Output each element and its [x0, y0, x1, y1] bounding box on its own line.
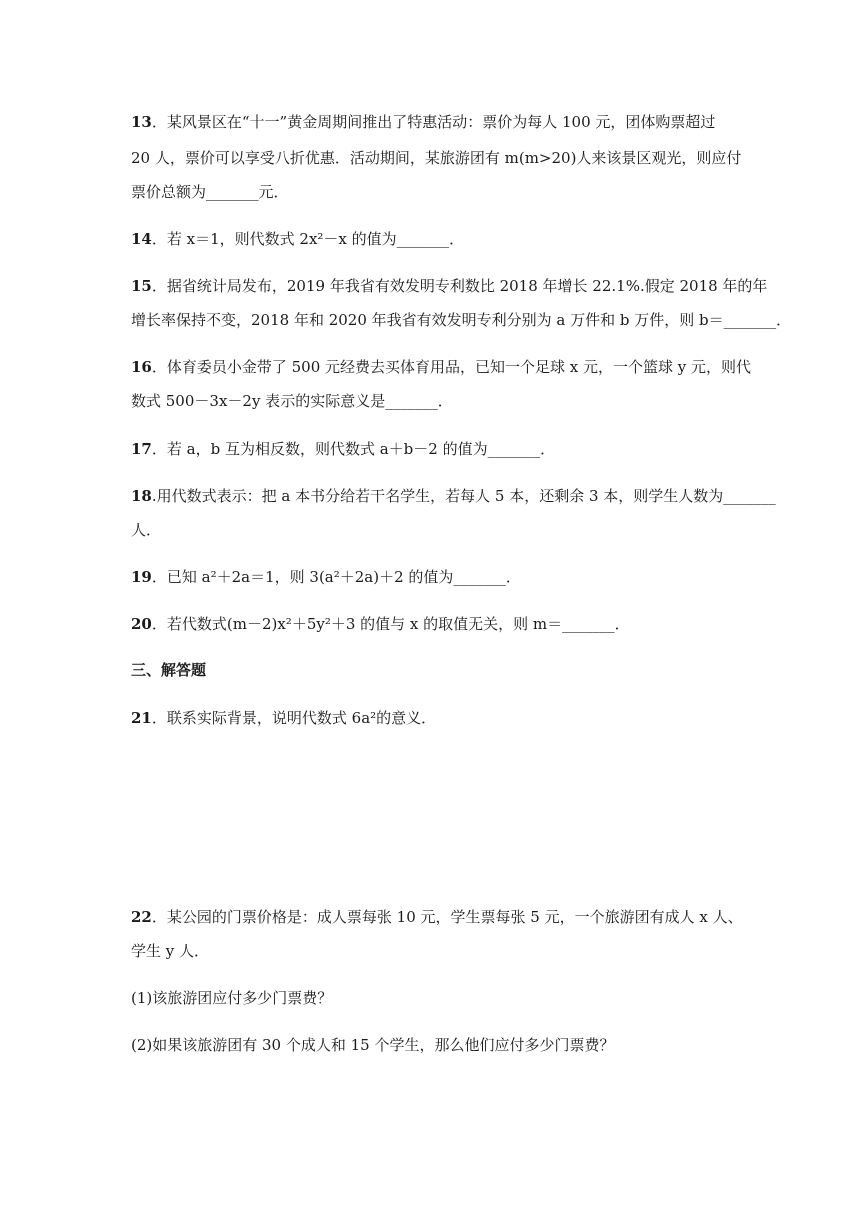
question-text: .用代数式表示：把 a 本书分给若干名学生，若每人 5 本，还剩余 3 本，则学生人数为_______: [151, 487, 776, 505]
question-21: [131, 708, 731, 728]
question-20: [131, 614, 731, 634]
question-15-line-2: 增长率保持不变，2018 年和 2020 年我省有效发明专利分别为 a 万件和 b 万件，则 b＝_______．: [131, 311, 792, 329]
question-number: 20: [131, 615, 152, 633]
question-14: [131, 229, 731, 249]
question-number: 18: [131, 487, 152, 505]
question-19: [131, 567, 731, 587]
question-number: 16: [131, 358, 152, 376]
question-text: ．已知 a²＋2a＝1，则 3(a²＋2a)＋2 的值为_______．: [151, 568, 521, 586]
question-22-line-2: 学生 y 人．: [131, 942, 210, 960]
question-number: 17: [131, 440, 152, 458]
question-18-line-1: [131, 486, 776, 506]
question-text: ．据省统计局发布，2019 年我省有效发明专利数比 2018 年增长 22.1%.假定 2018 年的年: [151, 277, 768, 295]
question-number: 21: [131, 709, 152, 727]
question-text: ．若代数式(m－2)x²＋5y²＋3 的值与 x 的取值无关，则 m＝_______．: [151, 615, 630, 633]
question-text: ．体育委员小金带了 500 元经费去买体育用品，已知一个足球 x 元，一个篮球 y 元，则代: [151, 358, 752, 376]
question-16-line-2: 数式 500－3x－2y 表示的实际意义是_______．: [131, 392, 453, 410]
question-13-line-1: [131, 112, 731, 132]
section-heading: 三、解答题: [131, 661, 207, 679]
question-13-line-3: 票价总额为_______元．: [131, 183, 289, 201]
question-22-line-1: [131, 907, 743, 927]
question-18-line-2: 人．: [131, 521, 162, 539]
question-number: 13: [131, 113, 152, 131]
question-22-part-1: (1)该旅游团应付多少门票费？: [131, 989, 333, 1007]
question-text: ．某公园的门票价格是：成人票每张 10 元，学生票每张 5 元，一个旅游团有成人 x 人、: [151, 908, 743, 926]
question-text: ．若 a，b 互为相反数，则代数式 a＋b－2 的值为_______．: [151, 440, 556, 458]
question-text: ．联系实际背景，说明代数式 6a²的意义．: [151, 709, 437, 727]
question-text: ．若 x＝1，则代数式 2x²－x 的值为_______．: [151, 230, 465, 248]
question-number: 19: [131, 568, 152, 586]
question-number: 15: [131, 277, 152, 295]
question-number: 14: [131, 230, 152, 248]
question-13-line-2: 20 人，票价可以享受八折优惠．活动期间，某旅游团有 m(m>20)人来该景区观光，则应付: [131, 149, 742, 167]
question-text: ．某风景区在“十一”黄金周期间推出了特惠活动：票价为每人 100 元，团体购票超过: [151, 113, 716, 131]
question-16-line-1: [131, 357, 752, 377]
question-number: 22: [131, 908, 152, 926]
question-22-part-2: (2)如果该旅游团有 30 个成人和 15 个学生，那么他们应付多少门票费？: [131, 1036, 615, 1054]
question-15-line-1: [131, 276, 768, 296]
question-17: [131, 439, 731, 459]
